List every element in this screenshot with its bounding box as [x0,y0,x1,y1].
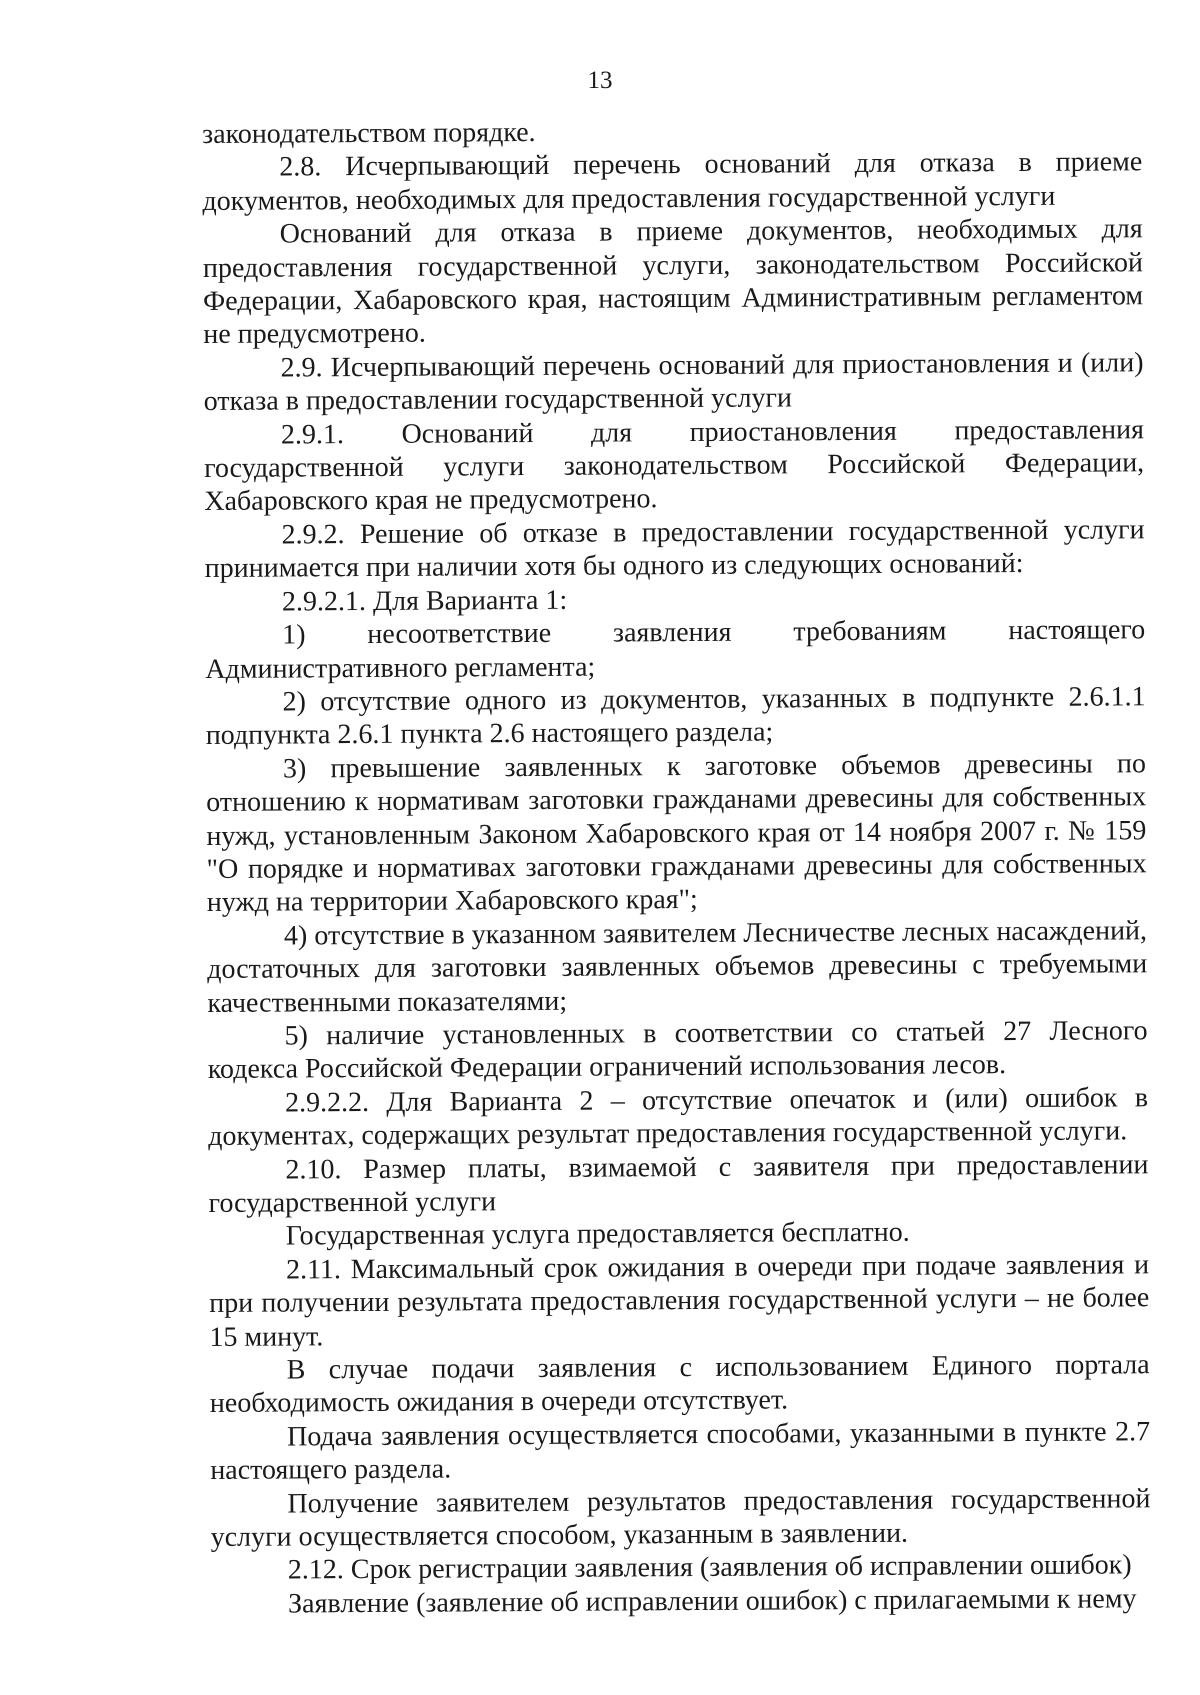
list-item: 5) наличие установленных в соответствии со статьей 27 Лесного кодекса Российской Федерации ограничений использования лесов. [207,1015,1148,1086]
section-2-9-heading: 2.9. Исчерпывающий перечень оснований для приостановления и (или) отказа в предоставлении государственной услуги [203,347,1144,418]
page-number: 13 [587,67,613,94]
list-item: 2) отсутствие одного из документов, указанных в подпункте 2.6.1.1 подпункта 2.6.1 пункта 2.6 настоящего раздела; [205,681,1146,752]
paragraph-continuation: законодательством порядке. [202,116,536,150]
paragraph: Заявление (заявление об исправлении ошибок) с прилагаемыми к нему [287,1583,1137,1620]
section-2-9-2-2: 2.9.2.2. Для Варианта 2 – отсутствие опечаток и (или) ошибок в документах, содержащих результат предоставления государственной услуги. [208,1082,1149,1153]
section-2-9-1: 2.9.1. Оснований для приостановления предоставления государственной услуги законодательством Российской Федерации, Хабаровского края не предусмотрено. [204,413,1145,518]
section-2-12-heading: 2.12. Срок регистрации заявления (заявления об исправлении ошибок) [287,1549,1132,1586]
list-item: 4) отсутствие в указанном заявителем Лесничестве лесных насаждений, достаточных для заготовки заявленных объемов древесины с требуемыми качественными показателями; [207,914,1148,1019]
section-2-9-2-1: 2.9.2.1. Для Варианта 1: [281,584,568,618]
paragraph: Получение заявителем результатов предоставления государственной услуги осуществляется способом, указанным в заявлении. [210,1482,1151,1554]
list-item: 1) несоответствие заявления требованиям настоящего Административного регламента; [205,614,1146,685]
paragraph: Оснований для отказа в приеме документов, необходимых для предоставления государственной услуги, законодательством Российской Федерации, Хабаровского края, настоящим Административным регламентом не предусмотрено. [202,213,1144,351]
list-item: 3) превышение заявленных к заготовке объемов древесины по отношению к нормативам заготовки гражданами древесины для собственных нужд, установленным Законом Хабаровского края от 14 ноября 2007 г. № 159 "О порядке и нормативах заготовки гражданами древесины для собственных нужд на территории Хабаровского края"; [206,747,1147,919]
section-2-9-2: 2.9.2. Решение об отказе в предоставлении государственной услуги принимается при наличии хотя бы одного из следующих оснований: [204,514,1145,585]
section-2-10-heading: 2.10. Размер платы, взимаемой с заявителя при предоставлении государственной услуги [208,1148,1149,1219]
paragraph: Государственная услуга предоставляется бесплатно. [285,1217,910,1252]
section-2-11: 2.11. Максимальный срок ожидания в очереди при подаче заявления и при получении результата предоставления государственной услуги – не более 15 минут. [209,1249,1150,1353]
paragraph: Подача заявления осуществляется способами, указанными в пункте 2.7 настоящего раздела. [210,1416,1151,1487]
document-body [202,112,1151,1621]
paragraph: В случае подачи заявления с использованием Единого портала необходимость ожидания в очереди отсутствует. [209,1349,1150,1420]
section-2-8-heading: 2.8. Исчерпывающий перечень оснований для отказа в приеме документов, необходимых для предоставления государственной услуги [202,146,1143,217]
